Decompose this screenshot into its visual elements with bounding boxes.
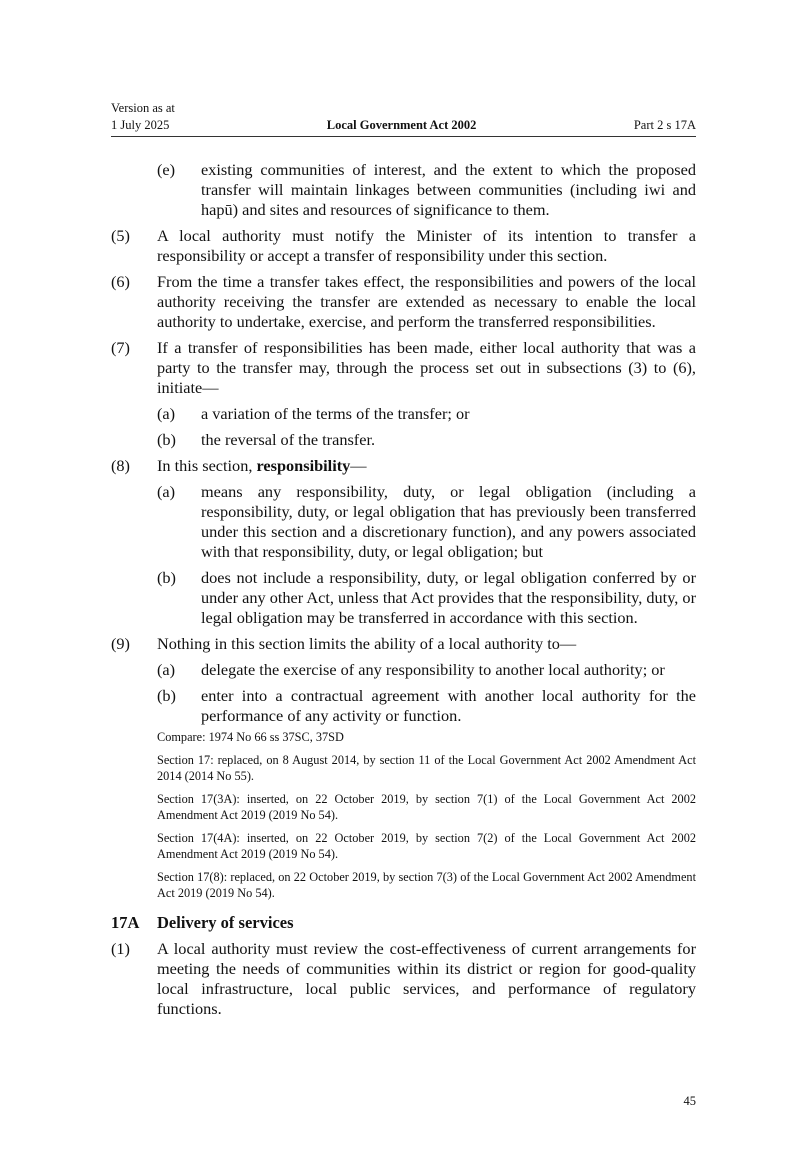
definition-dash: — [350,456,367,475]
paragraph-number: (b) [157,568,176,587]
subsection-9 [111,634,696,654]
subsection-text: From the time a transfer takes effect, the responsibilities and powers of the local authority receiving the transfer are extended as necessary to enable the local authority to undertake, exercise, and perform the transferred responsibilities. [157,272,696,331]
subsection-8 [111,456,696,476]
paragraph-number: (a) [157,660,176,679]
subsection-text: A local authority must review the cost-effectiveness of current arrangements for meeting the needs of communities within its district or region for good-quality local infrastructure, local public services, and performance of regulatory functions. [157,939,696,1018]
act-title: Local Government Act 2002 [326,118,477,132]
subsection-5 [111,226,696,266]
section-heading [111,913,696,933]
paragraph-text: delegate the exercise of any responsibility to another local authority; or [201,660,665,679]
subsection-text: If a transfer of responsibilities has been made, either local authority that was a party to the transfer may, through the process set out in subsections (3) to (6), initiate— [157,338,696,397]
definition-lead: In this section, [157,456,257,475]
paragraph-8a [111,482,696,562]
paragraph-number: (e) [157,160,176,179]
version-label: Version as at [111,101,175,115]
section-title: Delivery of services [157,913,294,932]
history-note: Section 17(3A): inserted, on 22 October 2019, by section 7(1) of the Local Government Act 2002 Amendment Act 2019 (2019 No 54). [157,792,696,822]
defined-term: responsibility [256,456,351,475]
version-date: 1 July 2025 [111,118,170,132]
section-number: 17A [111,913,140,932]
paragraph-number: (b) [157,430,176,449]
paragraph-number: (a) [157,482,176,501]
paragraph-7a [111,404,696,424]
subsection-number: (9) [111,634,130,653]
paragraph-text: does not include a responsibility, duty, or legal obligation conferred by or under any other Act, unless that Act provides that the responsibility, duty, or legal obligation may be transferred in accordance with this section. [201,568,696,627]
paragraph-text: means any responsibility, duty, or legal obligation (including a responsibility, duty, or legal obligation that has previously been transferred under this section and a discretionary function), and any powers associated with that responsibility, duty, or legal obligation; but [201,482,696,561]
paragraph-text: a variation of the terms of the transfer; or [201,404,470,423]
subsection-1 [111,939,696,1019]
running-header [111,118,696,133]
compare-note: Compare: 1974 No 66 ss 37SC, 37SD [157,730,344,744]
page-number: 45 [683,1094,696,1108]
subsection-number: (5) [111,226,130,245]
subsection-number: (7) [111,338,130,357]
subsection-6 [111,272,696,332]
paragraph-8b [111,568,696,628]
paragraph-number: (a) [157,404,176,423]
subsection-text: A local authority must notify the Minister of its intention to transfer a responsibility or accept a transfer of responsibility under this section. [157,226,696,265]
subsection-text [157,456,696,476]
subsection-7 [111,338,696,398]
paragraph-number: (b) [157,686,176,705]
paragraph-7b [111,430,696,450]
header-rule [111,136,696,137]
section-reference: Part 2 s 17A [633,118,696,132]
history-note: Section 17(4A): inserted, on 22 October 2019, by section 7(2) of the Local Government Act 2002 Amendment Act 2019 (2019 No 54). [157,831,696,861]
paragraph-e [111,160,696,220]
paragraph-9b [111,686,696,726]
subsection-text: Nothing in this section limits the ability of a local authority to— [157,634,577,653]
paragraph-text: enter into a contractual agreement with another local authority for the performance of any activity or function. [201,686,696,725]
subsection-number: (1) [111,939,130,958]
paragraph-text: the reversal of the transfer. [201,430,376,449]
subsection-number: (6) [111,272,130,291]
paragraph-9a [111,660,696,680]
history-note: Section 17: replaced, on 8 August 2014, by section 11 of the Local Government Act 2002 Amendment Act 2014 (2014 No 55). [157,753,696,783]
history-notes [111,729,696,901]
history-note: Section 17(8): replaced, on 22 October 2019, by section 7(3) of the Local Government Act 2002 Amendment Act 2019 (2019 No 54). [157,870,696,900]
paragraph-text: existing communities of interest, and the extent to which the proposed transfer will maintain linkages between communities (including iwi and hapū) and sites and resources of significance to them. [201,160,696,219]
subsection-number: (8) [111,456,130,475]
document-body [111,160,696,1019]
